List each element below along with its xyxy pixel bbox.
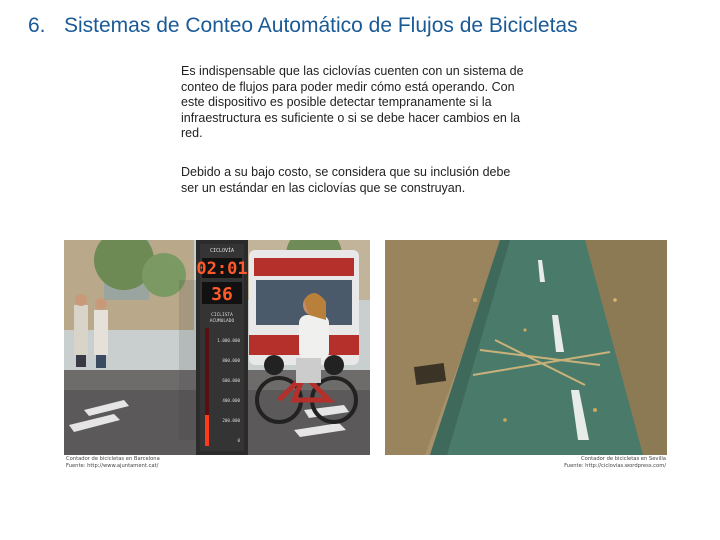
caption-left	[66, 456, 160, 470]
counter-level-bar	[205, 415, 209, 446]
caption-right	[564, 456, 666, 470]
counter-label-1: CICLISTA	[211, 313, 233, 318]
slide-title	[28, 14, 708, 38]
counter-label-2: ACUMULADO	[209, 319, 235, 324]
counter-count: 36	[211, 284, 233, 305]
scale-label: 800.000	[222, 358, 240, 363]
scale-label: 0	[237, 438, 240, 443]
caption-left-title: Contador de bicicletas en Barcelona	[66, 456, 160, 462]
caption-right-source: Fuente: http://ciclovias.wordpress.com/	[564, 463, 666, 469]
paragraph-intro: Es indispensable que las ciclovías cuenten con un sistema de conteo de flujos para poder medir cómo está operando. Con este dispositivo es posible detectar tempranamente si la infraestructura es suficiente o si se debe hacer cambios en la red.	[181, 64, 524, 140]
title-text: Sistemas de Conteo Automático de Flujos de Bicicletas	[64, 14, 578, 37]
counter-time: 02:01	[196, 259, 248, 279]
caption-right-title: Contador de bicicletas en Sevilla	[581, 456, 666, 462]
section-number: 6.	[28, 14, 46, 37]
scale-label: 400.000	[222, 398, 240, 403]
caption-left-source: Fuente: http://www.ajuntament.cat/	[66, 463, 159, 469]
paragraph-cost: Debido a su bajo costo, se considera que su inclusión debe ser un estándar en las ciclovías que se construyan.	[181, 165, 511, 195]
barcelona-counter-photo	[64, 240, 370, 455]
scale-label: 200.000	[222, 418, 240, 423]
scale-label: 1.000.000	[217, 338, 240, 343]
scale-label: 600.000	[222, 378, 240, 383]
sevilla-bike-lane-photo	[385, 240, 667, 455]
counter-header: CICLOVÍA	[209, 248, 235, 254]
